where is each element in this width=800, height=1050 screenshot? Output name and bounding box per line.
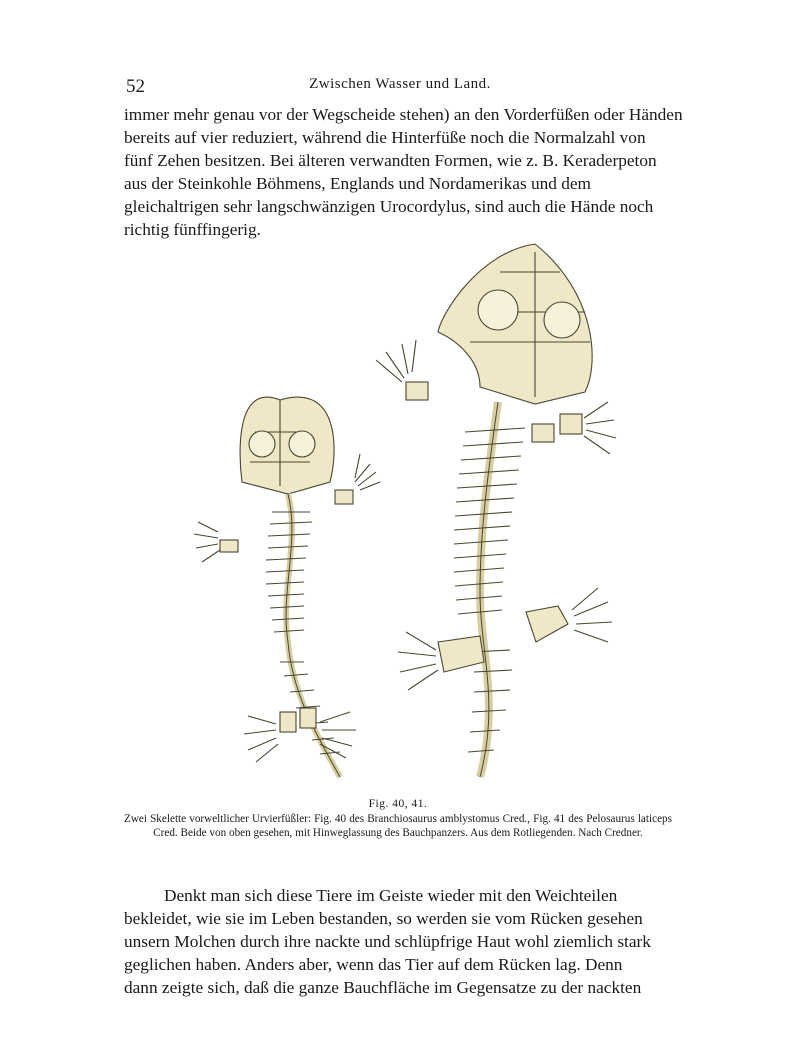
figure-label: Fig. 40, 41.	[368, 798, 428, 810]
text-line: dann zeigte sich, daß die ganze Bauchfläche im Gegensatze zu der nackten	[124, 978, 642, 997]
text-line: aus der Steinkohle Böhmens, Englands und Nordamerikas und dem	[124, 174, 591, 193]
top-paragraph	[124, 103, 683, 241]
text-line: geglichen haben. Anders aber, wenn das Tier auf dem Rücken lag. Denn	[124, 955, 623, 974]
text-line: bekleidet, wie sie im Leben bestanden, so werden sie vom Rücken gesehen	[124, 909, 643, 928]
text-line: bereits auf vier reduziert, während die Hinterfüße noch die Normalzahl von	[124, 128, 646, 147]
text-line: immer mehr genau vor der Wegscheide stehen) an den Vorderfüßen oder Händen	[124, 105, 683, 124]
figure-caption	[124, 797, 672, 840]
text-line: Denkt man sich diese Tiere im Geiste wieder mit den Weichteilen	[164, 886, 618, 905]
caption-text: Zwei Skelette vorweltlicher Urvierfüßler: Fig. 40 des Branchiosaurus amblystomus Cred., Fig. 41 des Pelosaurus laticeps Cred. Beide von oben gesehen, mit Hinweglassung des Bauchpanzers. Aus dem Rotliegenden. Nach Credner.	[124, 813, 672, 839]
text-line: fünf Zehen besitzen. Bei älteren verwandten Formen, wie z. B. Keraderpeton	[124, 151, 657, 170]
text-line: richtig fünffingerig.	[124, 220, 261, 239]
skeleton-branchiosaurus	[194, 397, 380, 777]
text-line: unsern Molchen durch ihre nackte und schlüpfrige Haut wohl ziemlich stark	[124, 932, 651, 951]
skeleton-illustration	[180, 232, 660, 792]
text-line: gleichaltrigen sehr langschwänzigen Urocordylus, sind auch die Hände noch	[124, 197, 654, 216]
skeleton-pelosaurus	[376, 244, 616, 777]
page-number: 52	[126, 76, 145, 97]
running-title: Zwischen Wasser und Land.	[309, 76, 491, 92]
bottom-paragraph	[124, 884, 672, 999]
